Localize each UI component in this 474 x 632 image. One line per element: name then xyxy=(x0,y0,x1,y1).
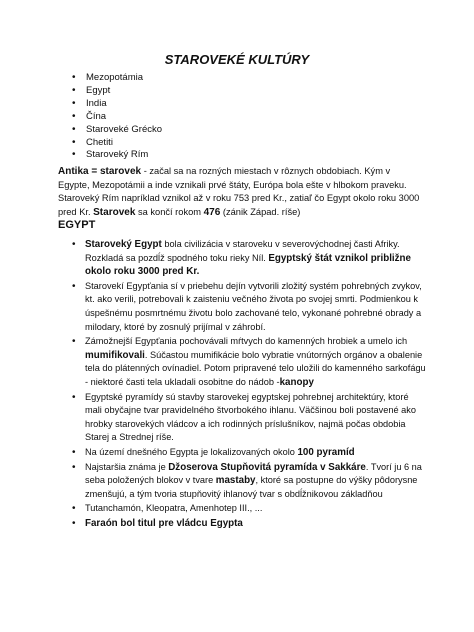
list-item xyxy=(72,335,426,389)
text: Najstaršia známa je xyxy=(85,461,169,472)
text: Na území dnešného Egypta je lokalizovaných okolo xyxy=(85,446,298,457)
list-item xyxy=(72,280,426,334)
section-heading-egypt: EGYPT xyxy=(58,219,96,231)
text: Egyptské pyramídy sú stavby starovekej egyptskej pohrebnej architektúry, ktoré mali obyčajne tvar pravidelného štvorbokého ihlanu. Väčšinou boli postavené ako hrobky starovekých vládcov a ich rodinných príslušníkov, najmä počas obdobia Starej a Strednej ríše. xyxy=(85,391,416,443)
civilizations-list xyxy=(72,72,162,162)
text: . Tvorí ju 6 na seba položených blokov v tvare xyxy=(85,461,422,486)
text: , ktoré sa postupne do výšky pôdorysne zmenšujú, a tým tvoria stupňovitý ihlanový tvar s obdĺžnikovou základňou xyxy=(85,475,418,499)
list-item xyxy=(72,391,426,445)
list-item: • Mezopotámia xyxy=(72,72,162,85)
text: . Súčastou mumifikácie bolo vybratie vnútorných orgánov a obalenie tela do plátenných ovínadiel. Potom pripravené telo uložili do kamenného sarkofágu - niektoré časti tela ukladali osobitne do nádob - xyxy=(85,349,426,387)
text: Starovekí Egypťania sí v priebehu dejín vytvorili zložitý systém pohrebných zvykov, kt. ako verili, potrebovali k zaisteniu večného života po svojej smrti. Podmienkou k úspešnému posmrtnému životu bolo zachované telo, vykonané pohrebné obrady a milodary, ktoré by zosnulý prijímal v záhrobí. xyxy=(85,280,422,332)
intro-text: sa končí rokom xyxy=(135,207,204,218)
list-item: • Čína xyxy=(72,111,162,124)
list-item xyxy=(72,238,426,279)
bold-text: Staroveký Egypt xyxy=(85,239,162,250)
list-item: • Staroveké Grécko xyxy=(72,124,162,137)
bold-text: mastaby xyxy=(215,475,256,487)
intro-term: Antika = starovek xyxy=(58,166,142,177)
intro-text: (zánik Západ. ríše) xyxy=(220,207,301,218)
list-item: • Chetiti xyxy=(72,137,162,150)
list-item: • India xyxy=(72,98,162,111)
list-item xyxy=(72,502,426,516)
list-item xyxy=(72,461,426,502)
bold-text: Egyptský štát vznikol približne okolo roku 3000 pred Kr. xyxy=(85,252,411,278)
intro-paragraph xyxy=(58,165,424,220)
text: Zámožnejší Egypťania pochovávali mŕtvych do kamenných hrobiek a umelo ich xyxy=(85,336,408,347)
intro-year: 476 xyxy=(203,207,221,219)
bold-text: mumifikovali xyxy=(85,349,145,361)
bold-text: kanopy xyxy=(279,376,314,388)
list-item: • Staroveký Rím xyxy=(72,149,162,162)
intro-starovek: Starovek xyxy=(93,207,136,219)
list-item xyxy=(72,446,426,460)
bold-text: Džoserova Stupňovitá pyramída v Sakkáre xyxy=(168,461,366,473)
egypt-list xyxy=(72,238,426,531)
page-title: STAROVEKÉ KULTÚRY xyxy=(164,52,310,67)
text: Tutanchamón, Kleopatra, Amenhotep III., ... xyxy=(85,503,263,514)
bold-text: Faraón bol titul pre vládcu Egypta xyxy=(85,517,243,529)
list-item xyxy=(72,517,426,531)
text: bola civilizácia v staroveku v severovýchodnej časti Afriky. Rozkladá sa pozdĺž spodného toku rieky Níl. xyxy=(85,239,400,263)
bold-text: 100 pyramíd xyxy=(297,446,355,458)
intro-text: - začal sa na rozných miestach v rôznych obdobiach. Kým v Egypte, Mezopotámii a inde vznikali prvé štáty, Európa bola ešte v hlbokom praveku. Staroveký Rím napríklad vznikol až v roku 753 pred Kr., zatiaľ čo Egypt okolo roku 3000 pred Kr. xyxy=(58,166,420,218)
list-item: • Egypt xyxy=(72,85,162,98)
